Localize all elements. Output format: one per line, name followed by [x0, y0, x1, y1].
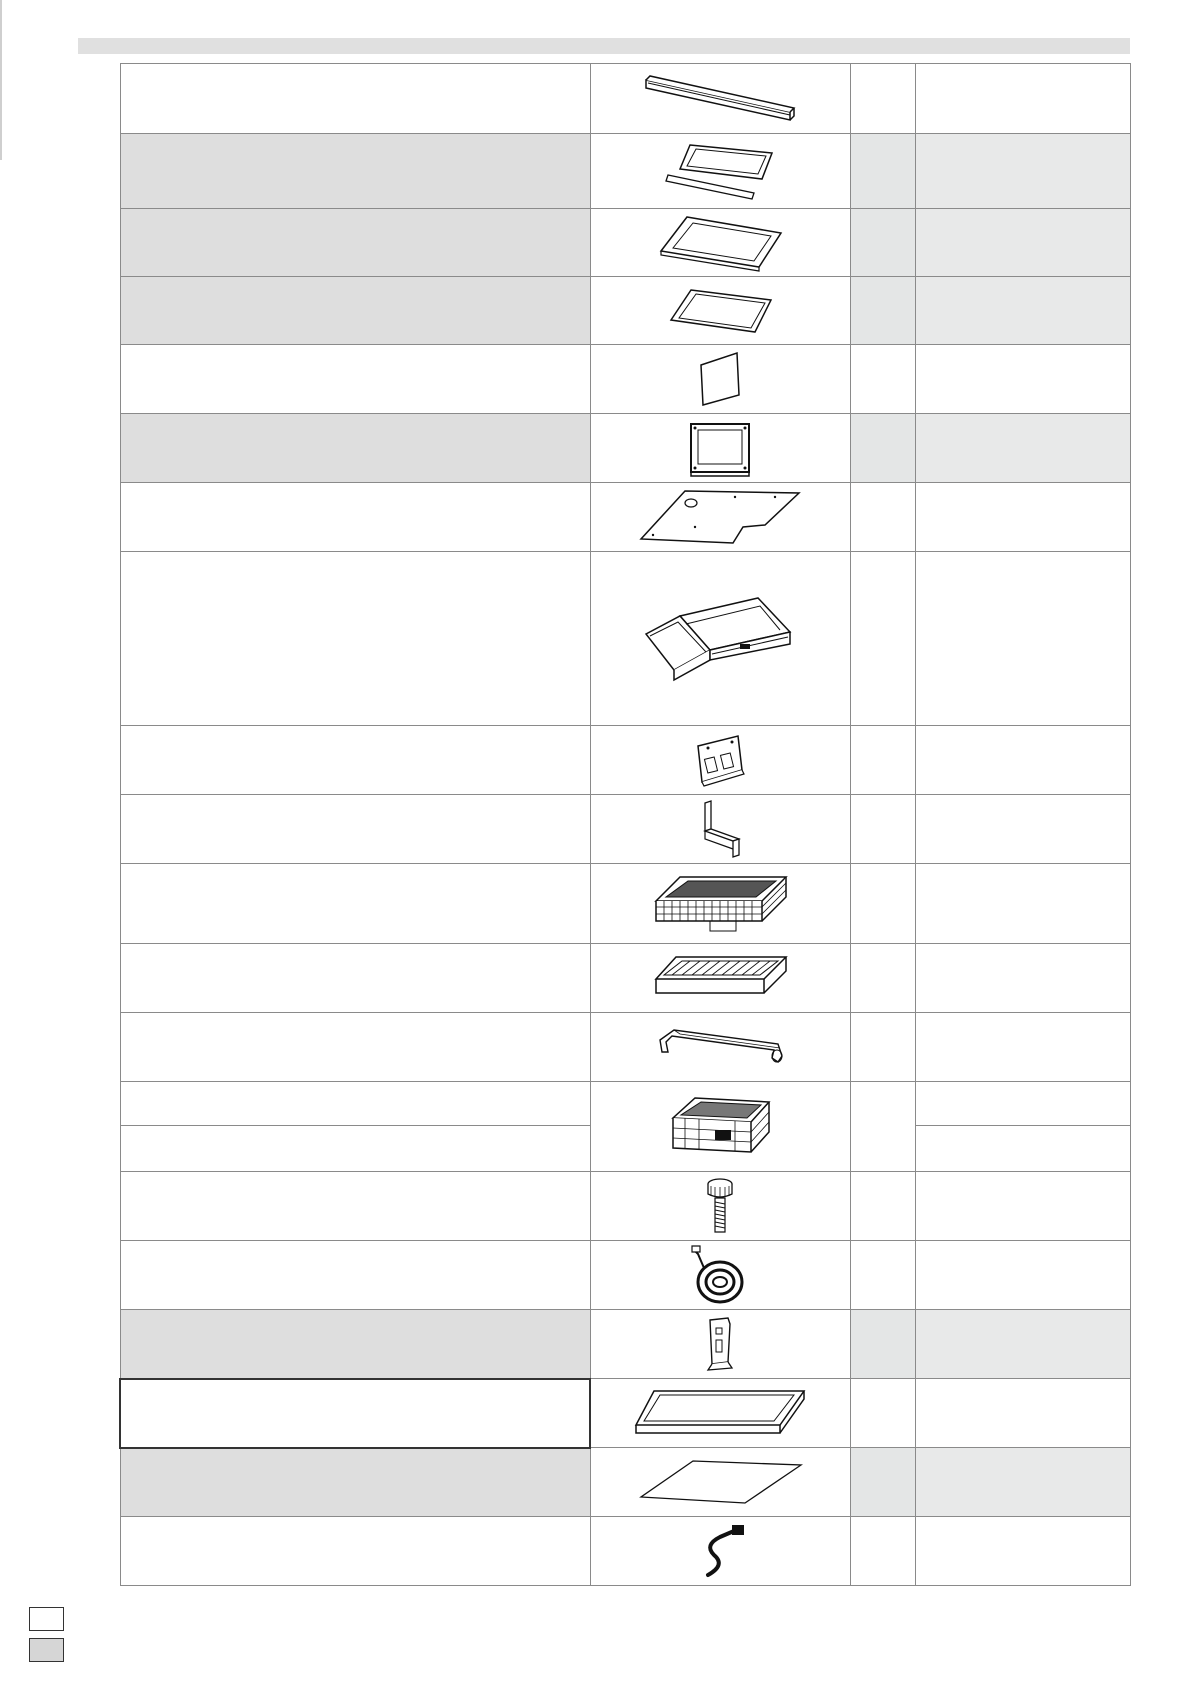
note-cell: [915, 277, 1130, 345]
mounting-bracket-icon: [690, 730, 750, 790]
note-cell: [915, 795, 1130, 864]
description-cell: [120, 944, 590, 1013]
description-cell: [120, 277, 590, 345]
table-row: [120, 1379, 1130, 1448]
table-row: [120, 134, 1130, 209]
table-row: [120, 1448, 1130, 1517]
note-cell: [915, 64, 1130, 134]
note-cell: [915, 1517, 1130, 1586]
wall-clip-icon: [700, 1314, 740, 1374]
tray-frame-icon: [630, 1385, 810, 1441]
quantity-cell: [850, 277, 915, 345]
slatted-filter-icon: [650, 953, 790, 1003]
description-cell: [120, 552, 590, 726]
table-row: [120, 1082, 1130, 1126]
description-cell: [120, 209, 590, 277]
table-row: [120, 64, 1130, 134]
description-cell: [120, 1310, 590, 1379]
image-cell: [590, 726, 850, 795]
image-cell: [590, 1517, 850, 1586]
quantity-cell: [850, 1241, 915, 1310]
description-cell: [120, 1379, 590, 1448]
quantity-cell: [850, 345, 915, 414]
sheet-icon: [635, 1457, 805, 1507]
table-row: [120, 795, 1130, 864]
image-cell: [590, 134, 850, 209]
description-cell: [120, 726, 590, 795]
description-cell: [120, 795, 590, 864]
image-cell: [590, 277, 850, 345]
image-cell: [590, 552, 850, 726]
note-cell: [915, 414, 1130, 483]
image-cell: [590, 1241, 850, 1310]
table-row: [120, 345, 1130, 414]
note-cell: [915, 944, 1130, 1013]
filter-box-icon: [665, 1092, 775, 1162]
table-row: [120, 552, 1130, 726]
description-cell: [120, 1172, 590, 1241]
description-cell: [120, 1082, 590, 1126]
image-cell: [590, 1379, 850, 1448]
quantity-cell: [850, 1517, 915, 1586]
image-cell: [590, 795, 850, 864]
quantity-cell: [850, 1310, 915, 1379]
thumb-screw-icon: [700, 1176, 740, 1236]
table-row: [120, 1310, 1130, 1379]
legend-white-box: [29, 1607, 64, 1631]
table-row: [120, 1172, 1130, 1241]
description-cell: [120, 864, 590, 944]
description-cell: [120, 1517, 590, 1586]
note-cell: [915, 345, 1130, 414]
quantity-cell: [850, 209, 915, 277]
image-cell: [590, 483, 850, 552]
description-cell: [120, 414, 590, 483]
image-cell: [590, 1082, 850, 1172]
quantity-cell: [850, 726, 915, 795]
image-cell: [590, 1172, 850, 1241]
note-cell: [915, 1310, 1130, 1379]
image-cell: [590, 944, 850, 1013]
description-cell: [120, 483, 590, 552]
quantity-cell: [850, 1448, 915, 1517]
note-cell: [915, 552, 1130, 726]
description-cell: [120, 1126, 590, 1172]
parts-table: [119, 63, 1131, 1586]
note-cell: [915, 483, 1130, 552]
quantity-cell: [850, 64, 915, 134]
description-cell: [120, 1448, 590, 1517]
image-cell: [590, 209, 850, 277]
rail-profile-icon: [640, 74, 800, 124]
power-cable-icon: [690, 1244, 750, 1306]
quantity-cell: [850, 483, 915, 552]
quantity-cell: [850, 1082, 915, 1172]
thin-frame-icon: [665, 286, 775, 336]
note-cell: [915, 726, 1130, 795]
page-edge-mark: [0, 0, 2, 160]
image-cell: [590, 864, 850, 944]
note-cell: [915, 134, 1130, 209]
note-cell: [915, 1172, 1130, 1241]
table-row: [120, 726, 1130, 795]
table-row: [120, 209, 1130, 277]
table-row: [120, 944, 1130, 1013]
description-cell: [120, 345, 590, 414]
note-cell: [915, 1448, 1130, 1517]
cover-plate-icon: [635, 487, 805, 547]
note-cell: [915, 1126, 1130, 1172]
connector-cable-icon: [690, 1521, 750, 1581]
note-cell: [915, 1013, 1130, 1082]
quantity-cell: [850, 134, 915, 209]
table-row: [120, 1517, 1130, 1586]
image-cell: [590, 1448, 850, 1517]
note-cell: [915, 1379, 1130, 1448]
panel-plate-icon: [695, 351, 745, 407]
flat-frame-icon: [655, 213, 785, 273]
angle-bracket-icon: [695, 799, 745, 859]
description-cell: [120, 1241, 590, 1310]
quantity-cell: [850, 864, 915, 944]
quantity-cell: [850, 1013, 915, 1082]
housing-unit-icon: [640, 594, 800, 684]
description-cell: [120, 134, 590, 209]
frame-with-strip-icon: [660, 139, 780, 203]
image-cell: [590, 64, 850, 134]
quantity-cell: [850, 944, 915, 1013]
table-row: [120, 483, 1130, 552]
handle-icon: [650, 1022, 790, 1072]
quantity-cell: [850, 552, 915, 726]
image-cell: [590, 1310, 850, 1379]
image-cell: [590, 345, 850, 414]
quantity-cell: [850, 414, 915, 483]
note-cell: [915, 1241, 1130, 1310]
note-cell: [915, 1082, 1130, 1126]
square-frame-icon: [685, 418, 755, 478]
table-row: [120, 1241, 1130, 1310]
description-cell: [120, 64, 590, 134]
image-cell: [590, 1013, 850, 1082]
description-cell: [120, 1013, 590, 1082]
grid-filter-tray-icon: [650, 871, 790, 937]
note-cell: [915, 209, 1130, 277]
table-row: [120, 277, 1130, 345]
quantity-cell: [850, 1379, 915, 1448]
header-bar: [78, 38, 1130, 54]
quantity-cell: [850, 795, 915, 864]
quantity-cell: [850, 1172, 915, 1241]
legend-grey-box: [29, 1638, 64, 1662]
image-cell: [590, 414, 850, 483]
note-cell: [915, 864, 1130, 944]
table-row: [120, 1013, 1130, 1082]
table-row: [120, 864, 1130, 944]
table-row: [120, 414, 1130, 483]
